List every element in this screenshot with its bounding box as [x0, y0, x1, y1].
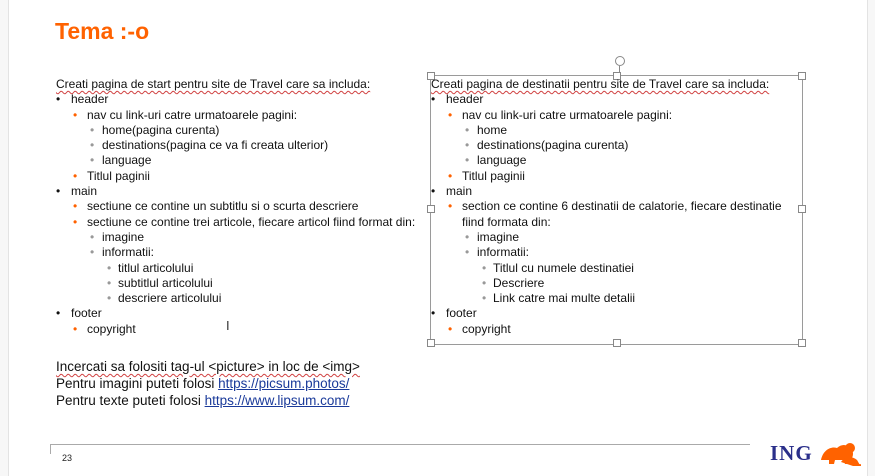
right-list-item — [431, 153, 796, 168]
right-list-item-text: home — [477, 122, 508, 137]
bullet-icon: • — [90, 153, 95, 168]
left-list-item — [56, 184, 421, 199]
left-list-item-text: Titlul paginii — [87, 168, 150, 183]
left-list-item — [56, 306, 421, 321]
left-heading: Creati pagina de start pentru site de Travel care sa includa: — [56, 77, 371, 91]
left-list-item-text: copyright — [87, 321, 136, 336]
bullet-icon: • — [90, 229, 95, 244]
right-list-item — [431, 230, 796, 245]
right-bullet-list — [431, 92, 796, 337]
bullet-icon: • — [465, 122, 470, 137]
resize-handle-bottom-right[interactable] — [798, 339, 806, 347]
right-list-item-text: imagine — [477, 229, 520, 244]
left-list-item — [56, 108, 421, 123]
bullet-icon: • — [90, 138, 95, 153]
bullet-icon: • — [465, 153, 470, 168]
right-list-item — [431, 322, 796, 337]
left-list-item — [56, 261, 421, 276]
bullet-icon: • — [448, 199, 453, 214]
left-list-item — [56, 215, 421, 230]
ing-logo — [770, 438, 863, 468]
left-list-item-text: informatii: — [102, 245, 155, 260]
bullet-icon: • — [73, 199, 78, 214]
slide-title[interactable]: Tema :-o — [55, 18, 150, 44]
resize-handle-bottom-center[interactable] — [613, 339, 621, 347]
right-list-item-text: destinations(pagina curenta) — [477, 138, 629, 153]
bullet-icon: • — [465, 245, 470, 260]
left-text-box[interactable] — [56, 77, 421, 337]
right-list-item-text: footer — [446, 306, 477, 321]
bullet-icon: • — [431, 306, 436, 321]
bullet-icon: • — [482, 291, 487, 306]
bullet-icon: • — [73, 168, 78, 183]
left-list-item-text: sectiune ce contine un subtitlu si o scurta descriere — [87, 199, 359, 214]
right-list-item-text: Titlul cu numele destinatiei — [493, 260, 634, 275]
right-list-item — [431, 108, 796, 123]
bullet-icon: • — [431, 184, 436, 199]
bottom-text-box[interactable] — [56, 358, 360, 409]
left-list-item-text: home(pagina curenta) — [102, 122, 220, 137]
right-list-item-text: section ce contine 6 destinatii de calatorie, fiecare destinatie — [462, 199, 782, 214]
bullet-icon: • — [107, 260, 112, 275]
images-hint: Pentru imagini puteti folosi https://picsum.photos/ — [56, 376, 350, 391]
right-list-item-text: Descriere — [493, 275, 545, 290]
right-list-item-text: Titlul paginii — [462, 168, 525, 183]
left-list-item — [56, 92, 421, 107]
left-list-item-text: footer — [71, 306, 102, 321]
left-list-item-text: descriere articolului — [118, 291, 222, 306]
right-list-item — [431, 169, 796, 184]
left-list-item — [56, 169, 421, 184]
bullet-icon: • — [56, 184, 61, 199]
texts-hint: Pentru texte puteti folosi https://www.lipsum.com/ — [56, 393, 350, 408]
right-list-item — [431, 199, 796, 230]
picture-tag-hint: Incercati sa folositi tag-ul <picture> in loc de <img> — [56, 359, 360, 374]
left-list-item — [56, 123, 421, 138]
left-list-item — [56, 245, 421, 260]
left-list-item — [56, 322, 421, 337]
left-list-item — [56, 230, 421, 245]
bullet-icon: • — [107, 275, 112, 290]
lion-icon — [817, 438, 863, 468]
bullet-icon: • — [90, 122, 95, 137]
right-text-box[interactable] — [431, 77, 796, 337]
left-bullet-list — [56, 92, 421, 337]
left-list-item-text: nav cu link-uri catre urmatoarele pagini: — [87, 107, 298, 122]
left-list-item — [56, 276, 421, 291]
page-number: 23 — [62, 453, 73, 463]
ing-logo-text: ING — [770, 440, 813, 465]
right-list-item — [431, 276, 796, 291]
right-list-item — [431, 261, 796, 276]
right-list-item — [431, 184, 796, 199]
right-list-item-text: Link catre mai multe detalii — [493, 291, 636, 306]
right-list-item-text: header — [446, 92, 484, 107]
left-list-item-text: main — [71, 184, 98, 199]
bullet-icon: • — [73, 321, 78, 336]
resize-handle-bottom-left[interactable] — [427, 339, 435, 347]
text-cursor-icon: I — [226, 318, 230, 333]
bullet-icon: • — [448, 107, 453, 122]
right-list-item — [431, 306, 796, 321]
bullet-icon: • — [448, 168, 453, 183]
left-list-item-text: titlul articolului — [118, 260, 194, 275]
bullet-icon: • — [73, 107, 78, 122]
right-list-item — [431, 245, 796, 260]
lipsum-link[interactable]: https://www.lipsum.com/ — [204, 393, 350, 408]
bullet-icon: • — [465, 229, 470, 244]
right-list-item-text: informatii: — [477, 245, 530, 260]
bullet-icon: • — [56, 306, 61, 321]
right-list-item-text: nav cu link-uri catre urmatoarele pagini: — [462, 107, 673, 122]
right-list-item — [431, 123, 796, 138]
left-list-item-text: language — [102, 153, 152, 168]
right-list-item — [431, 92, 796, 107]
right-list-item — [431, 291, 796, 306]
rotate-handle-icon[interactable] — [615, 56, 625, 66]
right-list-item-text-continued: fiind formata din: — [462, 214, 551, 229]
left-list-item — [56, 153, 421, 168]
bullet-icon: • — [56, 92, 61, 107]
resize-handle-middle-right[interactable] — [798, 205, 806, 213]
bullet-icon: • — [73, 214, 78, 229]
footer-divider-tick — [50, 444, 51, 454]
right-list-item-text: copyright — [462, 321, 511, 336]
bullet-icon: • — [448, 321, 453, 336]
right-list-item-text: main — [446, 184, 473, 199]
left-list-item-text: subtitlul articolului — [118, 275, 213, 290]
left-list-item — [56, 138, 421, 153]
bullet-icon: • — [465, 138, 470, 153]
left-list-item-text: imagine — [102, 229, 145, 244]
right-heading: Creati pagina de destinatii pentru site de Travel care sa includa: — [431, 77, 770, 91]
left-list-item — [56, 291, 421, 306]
bullet-icon: • — [107, 291, 112, 306]
bullet-icon: • — [482, 260, 487, 275]
bullet-icon: • — [90, 245, 95, 260]
bullet-icon: • — [431, 92, 436, 107]
left-list-item — [56, 199, 421, 214]
left-list-item-text: header — [71, 92, 109, 107]
footer-divider — [50, 444, 750, 445]
left-list-item-text: sectiune ce contine trei articole, fiecare articol fiind format din: — [87, 214, 416, 229]
bullet-icon: • — [482, 275, 487, 290]
right-list-item-text: language — [477, 153, 527, 168]
left-list-item-text: destinations(pagina ce va fi creata ulterior) — [102, 138, 329, 153]
right-list-item — [431, 138, 796, 153]
picsum-link[interactable]: https://picsum.photos/ — [218, 376, 350, 391]
resize-handle-top-right[interactable] — [798, 72, 806, 80]
